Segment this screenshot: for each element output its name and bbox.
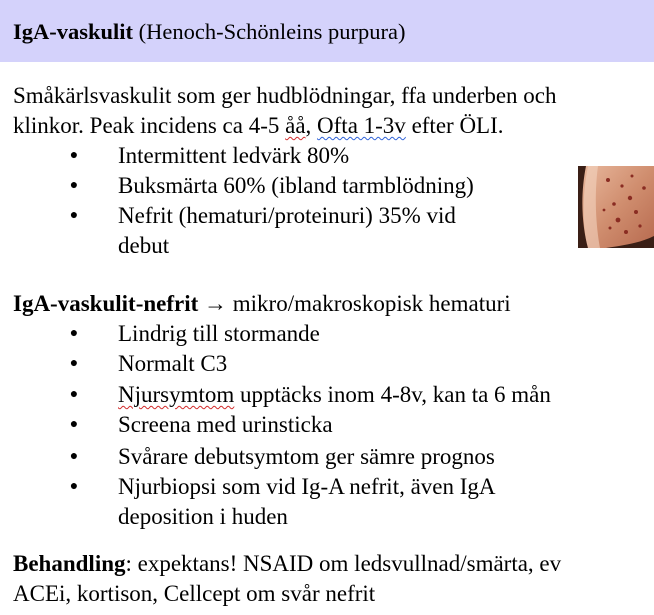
page-title-subtitle: (Henoch-Schönleins purpura) <box>133 19 406 44</box>
list-item <box>118 380 551 410</box>
bullet-icon: ● <box>69 449 79 464</box>
grammar-check-phrase[interactable]: Ofta 1-3v <box>317 113 406 138</box>
bullet-icon: ● <box>69 417 79 432</box>
intro-line-1: Småkärlsvaskulit som ger hudblödningar, ffa underben och <box>13 83 557 108</box>
page-title <box>13 18 405 46</box>
nephritis-heading-rest: → mikro/makroskopisk hematuri <box>198 291 511 316</box>
list-item: Nefrit (hematuri/proteinuri) 35% vid <box>118 203 456 228</box>
bullet-icon: ● <box>69 356 79 371</box>
spellcheck-word[interactable]: åå <box>285 113 306 138</box>
bullet-icon: ● <box>69 387 79 402</box>
bullet-icon: ● <box>69 326 79 341</box>
intro-text: , <box>305 113 318 138</box>
skin-photo-icon <box>578 166 654 248</box>
list-item: Svårare debutsymtom ger sämre prognos <box>118 444 495 469</box>
title-banner <box>0 0 654 62</box>
bullet-icon: ● <box>69 178 79 193</box>
nephritis-heading-bold: IgA-vaskulit-nefrit <box>13 291 199 316</box>
bullet-icon: ● <box>69 479 79 494</box>
list-item: Njurbiopsi som vid Ig-A nefrit, även IgA <box>118 474 496 499</box>
page-title-bold: IgA-vaskulit <box>13 19 134 44</box>
list-item: Buksmärta 60% (ibland tarmblödning) <box>118 173 474 198</box>
list-item-text: upptäcks inom 4-8v, kan ta 6 mån <box>234 382 551 407</box>
bullet-icon: ● <box>69 208 79 223</box>
intro-text: klinkor. Peak incidens ca 4-5 <box>13 113 286 138</box>
list-item: Screena med urinsticka <box>118 412 333 437</box>
list-item: Lindrig till stormande <box>118 321 320 346</box>
nephritis-heading <box>13 289 511 319</box>
treatment-heading: Behandling <box>13 551 126 576</box>
treatment-line-2: ACEi, kortison, Cellcept om svår nefrit <box>13 581 376 606</box>
bullet-icon: ● <box>69 148 79 163</box>
intro-line-2 <box>13 111 504 141</box>
treatment-line-1 <box>13 549 561 579</box>
treatment-text: : expektans! NSAID om ledsvullnad/smärta, ev <box>125 551 562 576</box>
spellcheck-word[interactable]: Njursymtom <box>118 382 235 407</box>
list-item-continuation: deposition i huden <box>118 504 288 529</box>
list-item: Normalt C3 <box>118 351 228 376</box>
list-item-continuation: debut <box>118 233 170 258</box>
purpura-skin-photo <box>578 166 654 248</box>
intro-text: efter ÖLI. <box>405 113 504 138</box>
list-item: Intermittent ledvärk 80% <box>118 143 350 168</box>
